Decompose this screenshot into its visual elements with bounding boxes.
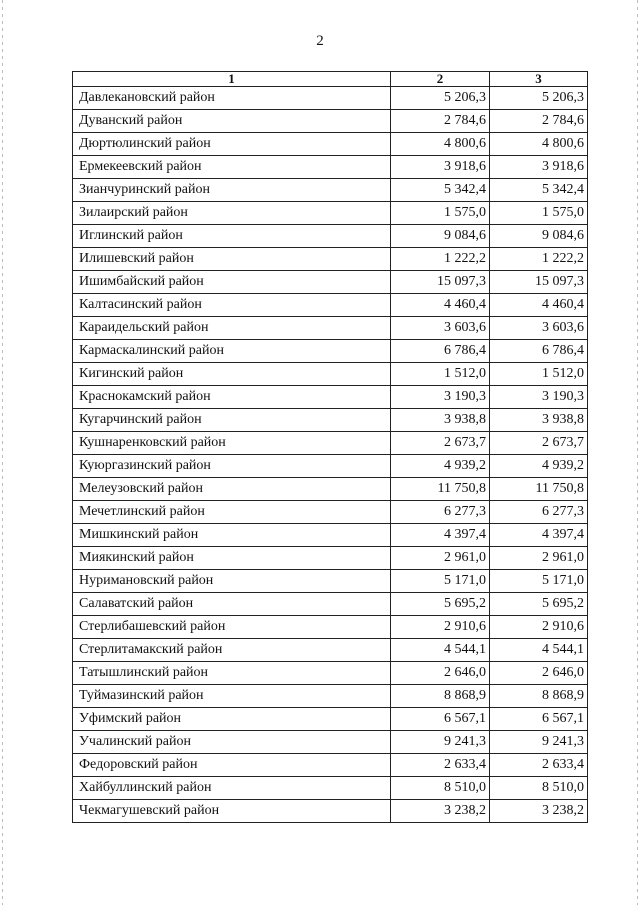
table-row xyxy=(73,294,588,317)
value-col-2-cell: 1 575,0 xyxy=(391,202,490,225)
value-col-3-cell: 3 603,6 xyxy=(490,317,588,340)
district-name-cell: Ермекеевский район xyxy=(73,156,391,179)
value-col-3-cell: 3 918,6 xyxy=(490,156,588,179)
district-name-cell: Зилаирский район xyxy=(73,202,391,225)
value-col-2-cell: 2 910,6 xyxy=(391,616,490,639)
table-row xyxy=(73,317,588,340)
header-col-3: 3 xyxy=(490,72,588,87)
value-col-2-cell: 2 673,7 xyxy=(391,432,490,455)
value-col-3-cell: 2 633,4 xyxy=(490,754,588,777)
value-col-3-cell: 5 342,4 xyxy=(490,179,588,202)
district-name-cell: Мишкинский район xyxy=(73,524,391,547)
district-name-cell: Учалинский район xyxy=(73,731,391,754)
district-name-cell: Кармаскалинский район xyxy=(73,340,391,363)
table-row xyxy=(73,478,588,501)
value-col-2-cell: 4 460,4 xyxy=(391,294,490,317)
district-name-cell: Татышлинский район xyxy=(73,662,391,685)
value-col-3-cell: 4 939,2 xyxy=(490,455,588,478)
value-col-3-cell: 3 190,3 xyxy=(490,386,588,409)
value-col-3-cell: 1 575,0 xyxy=(490,202,588,225)
table-row xyxy=(73,547,588,570)
value-col-2-cell: 3 603,6 xyxy=(391,317,490,340)
value-col-2-cell: 8 510,0 xyxy=(391,777,490,800)
table-row xyxy=(73,110,588,133)
district-name-cell: Нуримановский район xyxy=(73,570,391,593)
table-row xyxy=(73,570,588,593)
value-col-3-cell: 4 460,4 xyxy=(490,294,588,317)
value-col-3-cell: 2 910,6 xyxy=(490,616,588,639)
table-row xyxy=(73,156,588,179)
table-row xyxy=(73,133,588,156)
district-name-cell: Иглинский район xyxy=(73,225,391,248)
district-name-cell: Кушнаренковский район xyxy=(73,432,391,455)
table-row xyxy=(73,386,588,409)
value-col-3-cell: 11 750,8 xyxy=(490,478,588,501)
value-col-3-cell: 3 938,8 xyxy=(490,409,588,432)
value-col-3-cell: 1 222,2 xyxy=(490,248,588,271)
value-col-2-cell: 2 784,6 xyxy=(391,110,490,133)
district-name-cell: Салаватский район xyxy=(73,593,391,616)
value-col-3-cell: 3 238,2 xyxy=(490,800,588,823)
table-row xyxy=(73,616,588,639)
value-col-2-cell: 4 800,6 xyxy=(391,133,490,156)
value-col-3-cell: 1 512,0 xyxy=(490,363,588,386)
district-name-cell: Туймазинский район xyxy=(73,685,391,708)
table-row xyxy=(73,800,588,823)
value-col-2-cell: 6 786,4 xyxy=(391,340,490,363)
district-name-cell: Стерлибашевский район xyxy=(73,616,391,639)
table-row xyxy=(73,662,588,685)
table-row xyxy=(73,685,588,708)
value-col-3-cell: 5 695,2 xyxy=(490,593,588,616)
header-col-2: 2 xyxy=(391,72,490,87)
value-col-2-cell: 2 646,0 xyxy=(391,662,490,685)
value-col-2-cell: 9 084,6 xyxy=(391,225,490,248)
district-name-cell: Хайбуллинский район xyxy=(73,777,391,800)
value-col-2-cell: 1 222,2 xyxy=(391,248,490,271)
value-col-3-cell: 2 784,6 xyxy=(490,110,588,133)
table-row xyxy=(73,777,588,800)
value-col-3-cell: 2 961,0 xyxy=(490,547,588,570)
table-row xyxy=(73,731,588,754)
district-name-cell: Калтасинский район xyxy=(73,294,391,317)
value-col-3-cell: 9 084,6 xyxy=(490,225,588,248)
scan-edge-right xyxy=(637,0,638,905)
value-col-2-cell: 5 171,0 xyxy=(391,570,490,593)
value-col-3-cell: 4 800,6 xyxy=(490,133,588,156)
value-col-2-cell: 6 277,3 xyxy=(391,501,490,524)
district-name-cell: Куюргазинский район xyxy=(73,455,391,478)
value-col-3-cell: 8 868,9 xyxy=(490,685,588,708)
table-row xyxy=(73,639,588,662)
table-row xyxy=(73,363,588,386)
district-name-cell: Зианчуринский район xyxy=(73,179,391,202)
value-col-2-cell: 15 097,3 xyxy=(391,271,490,294)
district-name-cell: Дюртюлинский район xyxy=(73,133,391,156)
table-row xyxy=(73,432,588,455)
table-row xyxy=(73,754,588,777)
page-number: 2 xyxy=(316,33,324,49)
table-row xyxy=(73,225,588,248)
value-col-2-cell: 3 938,8 xyxy=(391,409,490,432)
value-col-3-cell: 2 646,0 xyxy=(490,662,588,685)
header-row xyxy=(73,72,588,87)
table-row xyxy=(73,271,588,294)
value-col-3-cell: 2 673,7 xyxy=(490,432,588,455)
value-col-3-cell: 9 241,3 xyxy=(490,731,588,754)
header-col-1: 1 xyxy=(73,72,391,87)
value-col-2-cell: 4 939,2 xyxy=(391,455,490,478)
table-row xyxy=(73,501,588,524)
district-name-cell: Давлекановский район xyxy=(73,87,391,110)
table-row xyxy=(73,455,588,478)
district-name-cell: Мелеузовский район xyxy=(73,478,391,501)
value-col-2-cell: 11 750,8 xyxy=(391,478,490,501)
value-col-3-cell: 4 544,1 xyxy=(490,639,588,662)
value-col-2-cell: 6 567,1 xyxy=(391,708,490,731)
district-name-cell: Илишевский район xyxy=(73,248,391,271)
table-row xyxy=(73,708,588,731)
district-name-cell: Мечетлинский район xyxy=(73,501,391,524)
district-name-cell: Уфимский район xyxy=(73,708,391,731)
value-col-2-cell: 9 241,3 xyxy=(391,731,490,754)
table-row xyxy=(73,524,588,547)
table-row xyxy=(73,179,588,202)
table-body xyxy=(73,87,588,823)
value-col-3-cell: 8 510,0 xyxy=(490,777,588,800)
value-col-3-cell: 5 206,3 xyxy=(490,87,588,110)
district-name-cell: Кигинский район xyxy=(73,363,391,386)
table-row xyxy=(73,340,588,363)
district-name-cell: Дуванский район xyxy=(73,110,391,133)
value-col-2-cell: 8 868,9 xyxy=(391,685,490,708)
value-col-3-cell: 6 786,4 xyxy=(490,340,588,363)
district-name-cell: Федоровский район xyxy=(73,754,391,777)
value-col-2-cell: 2 961,0 xyxy=(391,547,490,570)
value-col-2-cell: 2 633,4 xyxy=(391,754,490,777)
value-col-2-cell: 4 397,4 xyxy=(391,524,490,547)
table-header xyxy=(73,72,588,87)
district-name-cell: Стерлитамакский район xyxy=(73,639,391,662)
value-col-2-cell: 4 544,1 xyxy=(391,639,490,662)
value-col-2-cell: 5 342,4 xyxy=(391,179,490,202)
value-col-3-cell: 4 397,4 xyxy=(490,524,588,547)
table-row xyxy=(73,593,588,616)
district-name-cell: Кугарчинский район xyxy=(73,409,391,432)
district-name-cell: Чекмагушевский район xyxy=(73,800,391,823)
table-row xyxy=(73,87,588,110)
table-row xyxy=(73,202,588,225)
value-col-3-cell: 15 097,3 xyxy=(490,271,588,294)
value-col-2-cell: 5 206,3 xyxy=(391,87,490,110)
district-table xyxy=(72,71,588,823)
district-name-cell: Караидельский район xyxy=(73,317,391,340)
value-col-2-cell: 1 512,0 xyxy=(391,363,490,386)
table-row xyxy=(73,409,588,432)
table-row xyxy=(73,248,588,271)
value-col-2-cell: 3 190,3 xyxy=(391,386,490,409)
value-col-3-cell: 6 567,1 xyxy=(490,708,588,731)
district-name-cell: Краснокамский район xyxy=(73,386,391,409)
district-name-cell: Ишимбайский район xyxy=(73,271,391,294)
value-col-2-cell: 3 238,2 xyxy=(391,800,490,823)
value-col-3-cell: 5 171,0 xyxy=(490,570,588,593)
value-col-2-cell: 5 695,2 xyxy=(391,593,490,616)
district-name-cell: Миякинский район xyxy=(73,547,391,570)
value-col-3-cell: 6 277,3 xyxy=(490,501,588,524)
scan-edge-left xyxy=(2,0,3,905)
value-col-2-cell: 3 918,6 xyxy=(391,156,490,179)
